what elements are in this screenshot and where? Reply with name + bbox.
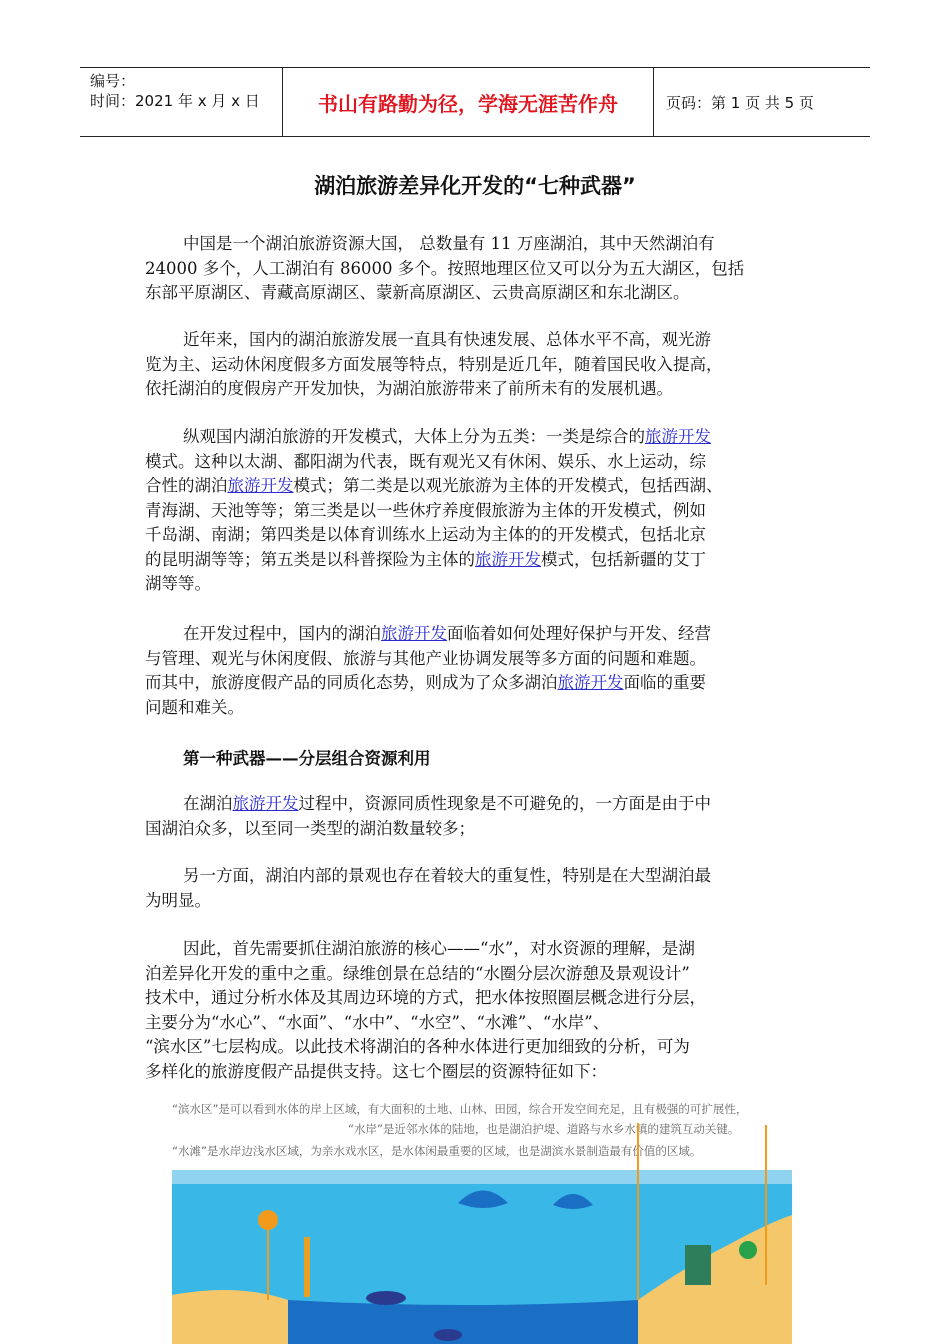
boat-icon [366,1291,406,1305]
paragraph-5: 在湖泊旅游开发过程中，资源同质性现象是不可避免的，一方面是由于中 国湖泊众多，以至同一类型的湖泊数量较多； [145,794,711,838]
caption-beach: “水滩”是水岸边浅水区域，为亲水戏水区，是水体闲最重要的区域，也是湖滨水景制造最有价值的区域。 [172,1144,702,1158]
tourism-development-link[interactable]: 旅游开发 [227,476,294,495]
caption-shore: “水岸”是近邻水体的陆地，也是湖泊护堤、道路与水乡水镇的建筑互动关键。 [348,1122,740,1136]
paragraph-2: 近年来，国内的湖泊旅游发展一直具有快速发展、总体水平不高，观光游 览为主、运动休闲度假多方面发展等特点，特别是近几年，随着国民收入提高， 依托湖泊的度假房产开发加快，为湖泊旅游带来了前所未有的发展机遇。 [145,330,723,398]
paragraph-7: 因此，首先需要抓住湖泊旅游的核心——“水”，对水资源的理解，是湖 泊差异化开发的重中之重。绿维创景在总结的“水圈分层次游憩及景观设计” 技术中，通过分析水体及其周边环境的方式，把水体按照圈层概念进行分层， 主要分为“水心”、“水面”、“水中”、“水空”、“水滩”、“水岸”、 “滨水区”七层构成。以此技术将湖泊的各种水体进行更加细致的分析，可为 多样化的旅游度假产品提供支持。这七个圈层的资源特征如下： [145,939,706,1081]
motto: 书山有路勤为径，学海无涯苦作舟 [282,68,654,136]
building-icon [685,1245,711,1285]
lake-scene [168,1095,796,1344]
left-shore [172,1290,288,1344]
section-heading: 第一种武器——分层组合资源利用 [183,749,431,768]
number-label: 编号： [90,72,136,90]
paragraph-6: 另一方面，湖泊内部的景观也存在着较大的重复性，特别是在大型湖泊最 为明显。 [145,866,711,910]
tourism-development-link[interactable]: 旅游开发 [557,673,624,692]
water-layer-illustration [168,1095,796,1344]
tourism-development-link[interactable]: 旅游开发 [475,549,541,569]
tourism-development-link[interactable]: 旅游开发 [381,624,447,643]
paragraph-1: 中国是一个湖泊旅游资源大国， 总数量有 11 万座湖泊，其中天然湖泊有 24000 多个，人工湖泊有 86000 多个。按照地理区位又可以分为五大湖区，包括 东部平原湖区、青藏高原湖区、蒙新高原湖区、云贵高原湖区和东北湖区。 [145,234,745,302]
header-meta [80,68,282,136]
tourism-development-link[interactable]: 旅游开发 [645,427,711,446]
page-info: 页码：第 1 页 共 5 页 [666,93,814,112]
page-header [80,67,870,137]
document-title: 湖泊旅游差异化开发的“七种武器” [314,174,636,198]
lake-water [288,1300,638,1344]
date-label: 时间：2021 年 x 月 x 日 [90,92,260,110]
tourism-development-link[interactable]: 旅游开发 [232,794,299,813]
horizon-band [172,1170,792,1184]
balloon-icon [258,1210,278,1230]
paragraph-4: 在开发过程中，国内的湖泊旅游开发面临着如何处理好保护与开发、经营 与管理、观光与休闲度假、旅游与其他产业协调发展等多方面的问题和难题。 而其中，旅游度假产品的同质化态势，则成为了众多湖泊旅游开发面临的重要 问题和难关。 [145,624,711,717]
caption-waterfront: “滨水区”是可以看到水体的岸上区域，有大面积的土地、山林、田园，综合开发空间充足，且有极强的可扩展性， [172,1102,748,1116]
tree-icon [739,1241,757,1259]
paragraph-3: 纵观国内湖泊旅游的开发模式，大体上分为五类：一类是综合的旅游开发 模式。这种以太湖、鄱阳湖为代表，既有观光又有休闲、娱乐、水上运动，综 合性的湖泊旅游开发模式；第二类是以观光旅游为主体的开发模式，包括西湖、 青海湖、天池等等；第三类是以一些休疗养度假旅游为主体的开发模式，例如 千岛湖、南湖；第四类是以体育训练水上运动为主体的的开发模式，包括北京 的昆明湖等等；第五类是以科普探险为主体的旅游开发模式，包括新疆的艾丁 湖等等。 [145,427,723,593]
tower-icon [304,1237,310,1297]
submarine-icon [434,1329,462,1341]
